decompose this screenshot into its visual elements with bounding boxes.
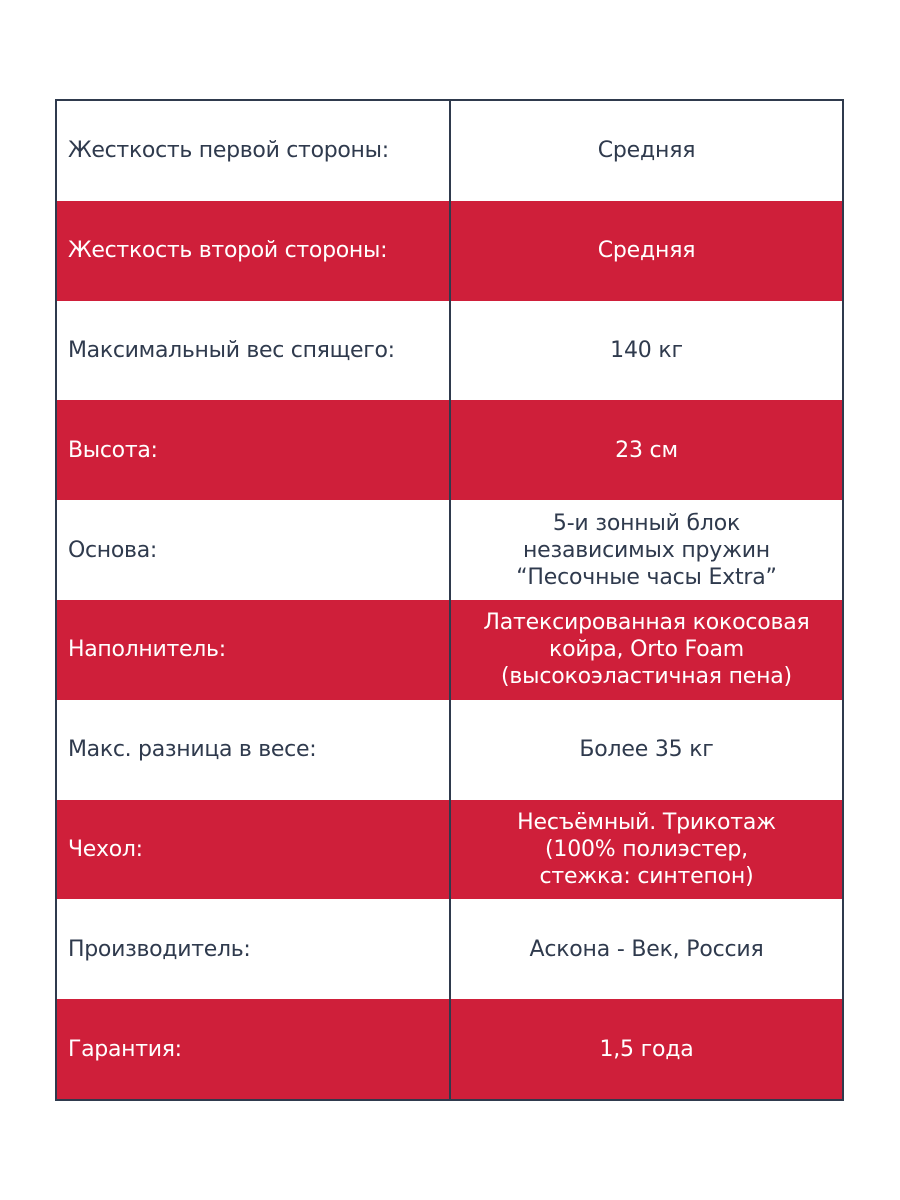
spec-value: Средняя	[597, 238, 696, 264]
spec-label: Макс. разница в весе:	[68, 737, 317, 763]
spec-value: Аскона - Век, Россия	[529, 936, 764, 962]
column-divider	[449, 899, 451, 999]
spec-row-weight-difference	[57, 700, 842, 800]
column-divider	[449, 700, 451, 800]
column-divider	[449, 201, 451, 301]
column-divider	[449, 500, 451, 600]
spec-row-manufacturer	[57, 899, 842, 999]
spec-label: Высота:	[68, 437, 158, 463]
spec-row-max-weight	[57, 301, 842, 401]
column-divider	[449, 600, 451, 700]
spec-row-warranty	[57, 999, 842, 1099]
spec-value: Латексированная кокосовая койра, Orto Foam (высокоэластичная пена)	[483, 610, 810, 690]
spec-label: Жесткость первой стороны:	[68, 138, 389, 164]
spec-label: Наполнитель:	[68, 637, 226, 663]
spec-label: Основа:	[68, 537, 158, 563]
spec-row-filling	[57, 600, 842, 700]
spec-label: Производитель:	[68, 936, 251, 962]
spec-row-height	[57, 400, 842, 500]
spec-value: Более 35 кг	[579, 737, 714, 763]
spec-row-base	[57, 500, 842, 600]
column-divider	[449, 101, 451, 201]
spec-row-first-side-firmness	[57, 101, 842, 201]
spec-value: 5-и зонный блок независимых пружин “Песочные часы Extra”	[516, 510, 777, 590]
column-divider	[449, 400, 451, 500]
spec-row-second-side-firmness	[57, 201, 842, 301]
spec-label: Гарантия:	[68, 1036, 182, 1062]
column-divider	[449, 800, 451, 900]
spec-value: Несъёмный. Трикотаж (100% полиэстер, стежка: синтепон)	[517, 809, 776, 889]
spec-value: 23 см	[615, 437, 678, 463]
spec-row-cover	[57, 800, 842, 900]
spec-label: Чехол:	[68, 836, 143, 862]
column-divider	[449, 301, 451, 401]
spec-value: 140 кг	[610, 337, 683, 363]
column-divider	[449, 999, 451, 1099]
spec-value: Средняя	[597, 138, 696, 164]
spec-table	[55, 99, 844, 1101]
spec-label: Жесткость второй стороны:	[68, 238, 388, 264]
spec-label: Максимальный вес спящего:	[68, 337, 395, 363]
spec-value: 1,5 года	[599, 1036, 694, 1062]
